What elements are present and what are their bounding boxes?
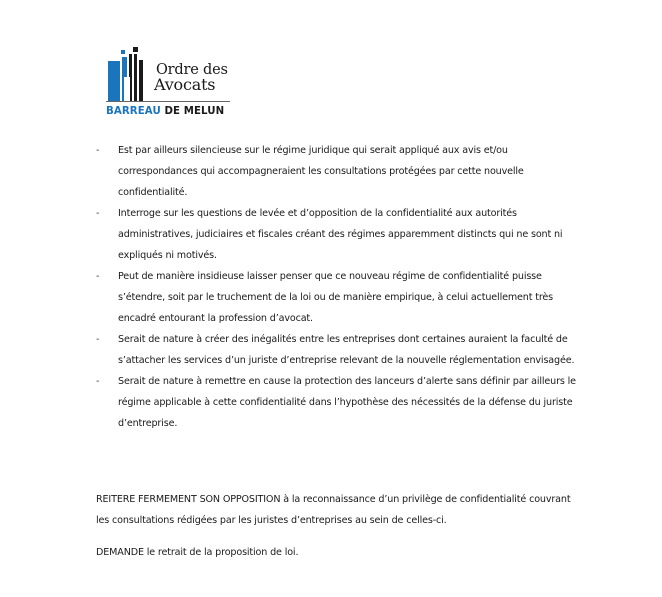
list-item	[96, 329, 578, 371]
bullet-dash: -	[96, 208, 100, 219]
barreau-place: DE MELUN	[164, 106, 225, 117]
list-item	[96, 371, 578, 434]
logo-rule	[106, 101, 230, 102]
bullet-dash: -	[96, 334, 100, 345]
list-item-text: Serait de nature à créer des inégalités entre les entreprises dont certaines auraient la faculté de s’attacher les services d’un juriste d’entreprise relevant de la nouvelle réglementation envisagée.	[118, 334, 575, 366]
list-item-text: Peut de manière insidieuse laisser penser que ce nouveau régime de confidentialité puisse s’étendre, soit par le truchement de la loi ou de manière empirique, à celui actuellement très encadré entourant la profession d’avocat.	[118, 271, 554, 324]
list-item-text: Serait de nature à remettre en cause la protection des lanceurs d’alerte sans définir par ailleurs le régime applicable à cette confidentialité dans l’hypothèse des nécessités de la défense du juriste d’entreprise.	[118, 376, 576, 429]
bullet-dash: -	[96, 271, 100, 282]
logo	[100, 44, 240, 124]
logo-title-line1: Ordre des	[156, 62, 228, 78]
list-item	[96, 140, 578, 203]
demande-paragraph: DEMANDE le retrait de la proposition de loi.	[96, 547, 299, 558]
list-item	[96, 266, 578, 329]
bullet-dash: -	[96, 145, 100, 156]
logo-title-line2: Avocats	[154, 75, 216, 94]
list-item-text: Est par ailleurs silencieuse sur le régime juridique qui serait appliqué aux avis et/ou correspondances qui accompagneraient les consultations protégées par cette nouvelle confidentialité.	[118, 145, 524, 198]
bullet-dash: -	[96, 376, 100, 387]
reitere-paragraph: REITERE FERMEMENT SON OPPOSITION à la reconnaissance d’un privilège de confidentialité couvrant les consultations rédigées par les juristes d’entreprises au sein de celles-ci.	[96, 494, 571, 526]
barreau-label	[106, 106, 224, 117]
list-item-text: Interroge sur les questions de levée et d’opposition de la confidentialité aux autorités administratives, judiciaires et fiscales créant des régimes apparemment distincts qui ne sont ni expliqués ni motivés.	[118, 208, 563, 261]
list-item	[96, 203, 578, 266]
objections-list	[96, 140, 578, 434]
barreau-word: BARREAU	[106, 106, 161, 117]
courthouse-logo-icon	[100, 44, 160, 104]
